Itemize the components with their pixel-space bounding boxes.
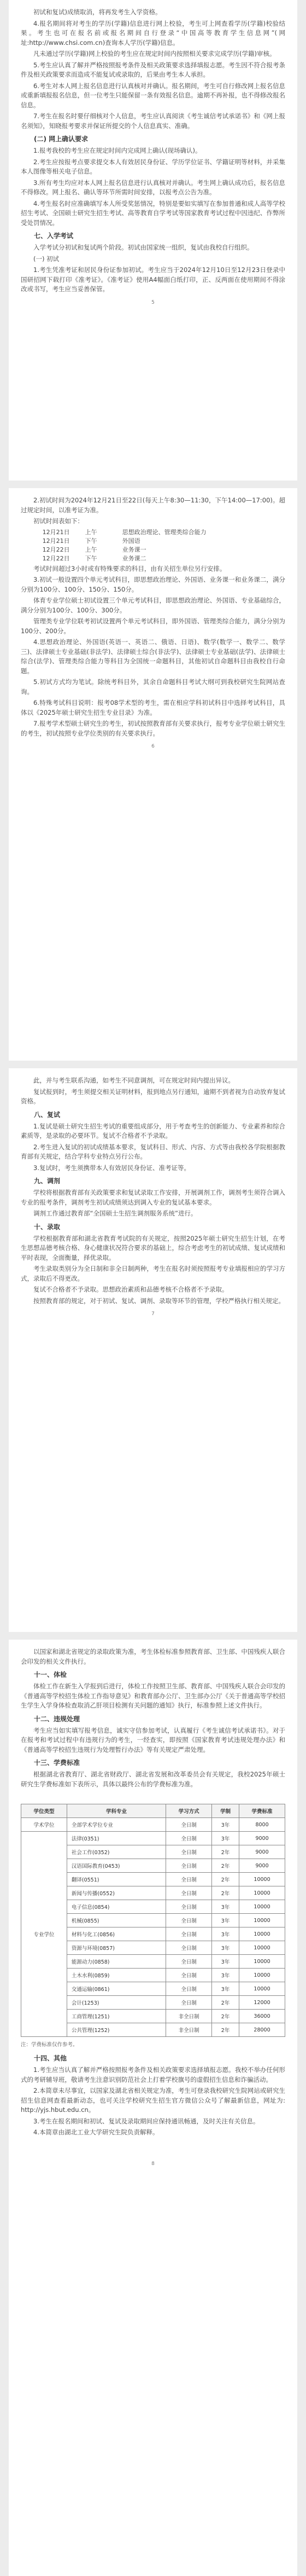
study-mode-cell: 全日制 xyxy=(166,1832,212,1845)
fee-cell: 9000 xyxy=(239,1845,285,1859)
major-cell: 新闻与传播(0552) xyxy=(67,1886,166,1900)
paragraph: 根据湖北省教育厅、湖北省财政厅、湖北省发展和改革委员会有关规定，我校2025年硕士研究生学费标准如下表所示，具体以最终公布的学费标准为准。 xyxy=(21,1770,285,1788)
paragraph: 管理类专业学位联考初试设置两个单元考试科目，即外国语、管理类综合能力，满分分别为100分、200分。 xyxy=(21,617,285,635)
study-mode-cell: 全日制 xyxy=(166,1859,212,1873)
major-cell: 机械(0855) xyxy=(67,1914,166,1927)
duration-cell: 2年 xyxy=(212,1859,239,1873)
major-cell: 材料与化工(0856) xyxy=(67,1927,166,1941)
paragraph: 凡未通过学历(学籍)网上校验的考生应在规定时间内按照相关要求完成学历(学籍)审核。 xyxy=(33,50,276,57)
paragraph: 考生录取类别分为全日制和非全日制两种，考生在报名时须按照报考专业填报相应的学习方式，录取后不得更改。 xyxy=(21,1265,285,1282)
major-cell: 电子信息(0854) xyxy=(67,1900,166,1914)
section-heading: 十三、学费标准 xyxy=(34,1759,80,1767)
paragraph: 6.考生对本人网上报名信息进行认真核对并确认。报名期间，考生可自行修改网上报名信息或重新填报报名信息，但一位考生只能保留一条有效报名信息。逾期不再补报，也不得修改报名信息。 xyxy=(21,82,285,109)
paragraph: 5.初试方式均为笔试。除统考科目外，其余自命题科目考试大纲可到我校研究生院网站查询。 xyxy=(21,678,285,696)
paragraph: 复试报到时，考生须提交相关证明材料，报到地点另行通知，逾期不到者视为自动放弃复试资格。 xyxy=(21,1087,285,1105)
table-row xyxy=(21,1832,285,1845)
paragraph: 4.考生报名时应准确填写本人所受奖惩情况，特别是要如实填写在参加普通和成人高等学校招生考试、全国硕士研究生招生考试、高等教育自学考试等国家教育考试过程中因违纪、作弊所受处罚情况。 xyxy=(21,199,285,227)
schedule-date: 12月22日 xyxy=(42,554,70,562)
paragraph: 1.报考我校的考生应在规定时间内完成网上确认(现场确认)。 xyxy=(33,147,202,154)
fee-cell: 10000 xyxy=(239,1982,285,1996)
major-cell: 工商管理(1251) xyxy=(67,2010,166,2023)
column-header: 学位类型 xyxy=(21,1804,67,1818)
duration-cell: 3年 xyxy=(212,1900,239,1914)
paragraph: 4.思想政治理论、外国语(英语一、英语二、俄语、日语)、数学(数学一、数学二、数学三)、法律硕士专业基础(非法学)、法律硕士综合(非法学)、法律硕士专业基础(法学)、法律硕士综合(法学)、管理类综合能力等科目为全国统一命题科目，其他初试自命题科目由我校自行命题。 xyxy=(21,638,285,675)
schedule-time: 上午 xyxy=(85,546,97,553)
paragraph: 3.所有考生均应对本人网上报名信息进行认真核对并确认。考生网上确认成功后，报名信息不得修改。网上报名、确认等环节所需时间安排，以报考点公告为准。 xyxy=(21,178,285,196)
column-header: 学科专业 xyxy=(67,1804,166,1818)
paragraph: 以国家和湖北省规定的录取政策为准，考生体检标准参照教育部、卫生部、中国残疾人联合会印发的相关文件执行。 xyxy=(21,1648,285,1665)
study-mode-cell: 全日制 xyxy=(166,1900,212,1914)
tuition-table-body xyxy=(21,1818,285,2037)
table-note: 注：学费标准仅作参考。 xyxy=(21,2042,78,2048)
fee-cell: 36000 xyxy=(239,2010,285,2023)
column-header: 学习方式 xyxy=(166,1804,212,1818)
section-heading: 七、入学考试 xyxy=(34,232,74,240)
fee-cell: 10000 xyxy=(239,1969,285,1982)
paragraph: 按照教育部的规定，对于初试、复试、调剂、录取等环节的管理，学校严格执行相关规定。 xyxy=(33,1296,285,1305)
page-number: 5 xyxy=(151,299,155,305)
duration-cell: 3年 xyxy=(212,1927,239,1941)
major-cell: 翻译(0551) xyxy=(67,1873,166,1886)
major-cell: 能源动力(0858) xyxy=(67,1955,166,1969)
paragraph: 1.考生凭准考证和居民身份证参加初试。考生应当于2024年12月10日至12月23日登录中国研招网下载打印《准考证》。《准考证》使用A4幅面白纸打印，正、反两面在使用期间不得涂改或书写，考生应当妥善保管。 xyxy=(21,266,285,293)
column-header: 学制 xyxy=(212,1804,239,1818)
duration-cell: 3年 xyxy=(212,1955,239,1969)
paragraph: 1.考生应当认真了解并严格按照报考条件及相关政策要求选择填报志愿。我校不举办任何形式的考研辅导班，敬请考生注意识别防范社会上打着学校旗号的虚假招生信息和诈骗活动。 xyxy=(21,2066,285,2083)
study-mode-cell: 全日制 xyxy=(166,1927,212,1941)
major-cell: 土木水利(0859) xyxy=(67,1969,166,1982)
document-page-2 xyxy=(9,488,297,1061)
degree-type-cell: 学术学位 xyxy=(21,1818,67,1832)
study-mode-cell: 全日制 xyxy=(166,1955,212,1969)
fee-cell: 10000 xyxy=(239,1914,285,1927)
paragraph: 2.考生应按报考点要求提交本人有效居民身份证、学历学位证书、学籍证明等材料，并采集本人图像等相关电子信息。 xyxy=(21,158,285,175)
major-cell: 汉语国际教育(0453) xyxy=(67,1859,166,1873)
duration-cell: 3年 xyxy=(212,1941,239,1955)
schedule-date: 12月22日 xyxy=(42,546,70,553)
document-page-3 xyxy=(9,1068,297,1632)
schedule-time: 下午 xyxy=(85,554,97,562)
paragraph: 学校根据教育部和湖北省教育考试院的有关规定，按照2025年硕士研究生招生计划，在考生思想品德考核合格、身心健康状况符合要求的基础上，综合考虑考生的初试成绩、复试成绩和平时表现，全面衡量，择优录取。 xyxy=(21,1234,285,1261)
paragraph: 初试时间表如下： xyxy=(33,517,84,525)
section-heading: 十一、体检 xyxy=(34,1671,67,1678)
document-page-4 xyxy=(9,1640,297,2576)
fee-cell: 8000 xyxy=(239,1818,285,1832)
exam-schedule xyxy=(43,528,285,563)
paragraph: 2.初试时间为2024年12月21日至22日(每天上午8:30—11:30，下午14:00—17:00)。超过规定时间，以准考证为准。 xyxy=(21,496,285,514)
schedule-subject: 业务课一 xyxy=(122,546,146,553)
page-number: 6 xyxy=(151,744,155,749)
fee-cell: 10000 xyxy=(239,1955,285,1969)
fee-cell: 9000 xyxy=(239,1832,285,1845)
paragraph: 体检工作在新生入学报到后进行，体检工作按照卫生部、教育部、中国残疾人联合会印发的《普通高等学校招生体检工作指导意见》和教育部办公厅、卫生部办公厅《关于普通高等学校招生学生入学身体检查取消乙肝项目检测有关问题的通知》执行，标准参照上述文件执行。 xyxy=(21,1682,285,1709)
fee-cell: 10000 xyxy=(239,1873,285,1886)
paragraph: 体育专业学位硕士初试设置三个单元考试科目，即思想政治理论、外国语、专业基础综合，满分分别为100分、100分、300分。 xyxy=(21,597,285,614)
paragraph: 考生应当如实填写报考信息，诚实守信参加考试，认真履行《考生诚信考试承诺书》。对于在报考和考试过程中有违规行为的考生，一经查实，即按照《国家教育考试违规处理办法》和《普通高等学校招生违规行为处理暂行办法》等有关规定严肃处理。 xyxy=(21,1726,285,1753)
schedule-row xyxy=(43,554,285,563)
study-mode-cell: 非全日制 xyxy=(166,2023,212,2037)
paragraph: 此，并与考生联系沟通，如考生不同意调剂，可在规定时间内提出异议。 xyxy=(33,1076,234,1084)
fee-cell: 12000 xyxy=(239,1996,285,2010)
schedule-time: 下午 xyxy=(85,537,97,545)
paragraph: 1.复试是硕士研究生招生考试的重要组成部分，用于考查考生的创新能力、专业素养和综合素质等，是录取的必要环节。复试不合格者不予录取。 xyxy=(21,1122,285,1139)
study-mode-cell: 非全日制 xyxy=(166,2010,212,2023)
study-mode-cell: 全日制 xyxy=(166,1914,212,1927)
tuition-table xyxy=(21,1804,285,2037)
study-mode-cell: 全日制 xyxy=(166,1969,212,1982)
paragraph: 学校将根据教育部有关政策要求和复试录取工作安排，开展调剂工作，调剂考生须符合调入专业的报考条件，调剂考生初试成绩须达到调入专业的复试基本要求。 xyxy=(21,1189,285,1206)
major-cell: 交通运输(0861) xyxy=(67,1982,166,1996)
study-mode-cell: 全日制 xyxy=(166,1996,212,2010)
page-number: 7 xyxy=(151,1311,155,1317)
major-cell: 社会工作(0352) xyxy=(67,1845,166,1859)
section-heading: 八、复试 xyxy=(34,1110,61,1119)
duration-cell: 2年 xyxy=(212,1845,239,1859)
paragraph: 3.初试一般设置四个单元考试科目，即思想政治理论、外国语、业务课一和业务课二，满分分别为100分、100分、150分、150分。 xyxy=(21,576,285,593)
schedule-subject: 思想政治理论、管理类综合能力 xyxy=(122,528,207,536)
major-cell: 法律(0351) xyxy=(67,1832,166,1845)
duration-cell: 2年 xyxy=(212,1886,239,1900)
duration-cell: 2年 xyxy=(212,1996,239,2010)
major-cell: 资源与环境(0857) xyxy=(67,1941,166,1955)
schedule-row xyxy=(43,537,285,546)
fee-cell: 28000 xyxy=(239,2023,285,2037)
degree-type-cell: 专业学位 xyxy=(21,1832,67,2037)
paragraph: 2.考生进入复试的初试成绩基本要求，复试科目、形式、内容、方式等由我校各学院根据教育部有关规定，结合学科专业特点另行公布。 xyxy=(21,1143,285,1160)
study-mode-cell: 全日制 xyxy=(166,1818,212,1832)
duration-cell: 2年 xyxy=(212,2023,239,2037)
section-heading: 十、录取 xyxy=(34,1223,61,1231)
fee-cell: 10000 xyxy=(239,1886,285,1900)
schedule-time: 上午 xyxy=(85,528,97,536)
study-mode-cell: 全日制 xyxy=(166,1886,212,1900)
duration-cell: 3年 xyxy=(212,1982,239,1996)
study-mode-cell: 全日制 xyxy=(166,1845,212,1859)
document-page-1 xyxy=(9,0,297,481)
paragraph: 考试时间超过3小时或有特殊要求的科目，由有关招生单位另行安排。 xyxy=(33,564,226,572)
paragraph: 初试和复试)成绩取消，将再发考生入学资格。 xyxy=(33,8,162,16)
section-heading: 十四、其他 xyxy=(34,2054,67,2062)
paragraph: 3.复试时，考生须携带本人有效居民身份证、准考证等。 xyxy=(33,1163,190,1172)
paragraph: 2.本简章未尽事宜，以国家及湖北省相关规定为准，考生可登录我校研究生院网站或研究生招生信息网查看最新动态，也可关注学校研究生招生官方微信公众号了解最新信息，网址为: http://yjs.hbut.edu.cn。 xyxy=(21,2087,285,2114)
duration-cell: 2年 xyxy=(212,2010,239,2023)
section-heading: 十二、违规处理 xyxy=(34,1715,80,1723)
duration-cell: 3年 xyxy=(212,1914,239,1927)
column-header: 学费标准 xyxy=(239,1804,285,1818)
duration-cell: 3年 xyxy=(212,1818,239,1832)
fee-cell: 10000 xyxy=(239,1941,285,1955)
paragraph: (一) 初试 xyxy=(33,254,60,263)
paragraph: 复试不合格者不予录取。思想政治素质和品德考核不合格者不予录取。 xyxy=(33,1286,228,1293)
fee-cell: 9000 xyxy=(239,1859,285,1873)
major-cell: 公共管理(1252) xyxy=(67,2023,166,2037)
schedule-row xyxy=(43,528,285,537)
duration-cell: 3年 xyxy=(212,1832,239,1845)
table-row xyxy=(21,1818,285,1832)
section-heading: (二) 网上确认要求 xyxy=(34,135,89,143)
duration-cell: 2年 xyxy=(212,1873,239,1886)
paragraph: 7.考生在报名时要仔细核对个人信息，考生应认真阅读《考生诚信考试承诺书》和《网上报名须知》，知晓报考要求并保证所提交的个人信息真实、准确。 xyxy=(21,112,285,130)
duration-cell: 3年 xyxy=(212,1969,239,1982)
major-cell: 全部学术学位专业 xyxy=(67,1818,166,1832)
paragraph: 入学考试分初试和复试两个阶段。初试由国家统一组织，复试由我校自行组织。 xyxy=(33,244,254,251)
study-mode-cell: 全日制 xyxy=(166,1941,212,1955)
major-cell: 会计(1253) xyxy=(67,1996,166,2010)
schedule-date: 12月21日 xyxy=(42,537,70,545)
study-mode-cell: 全日制 xyxy=(166,1982,212,1996)
section-heading: 九、调剂 xyxy=(34,1177,61,1185)
schedule-row xyxy=(43,546,285,554)
paragraph: 6.特殊考试科目说明：报考08学术型的考生，需在相应学科初试科目中选择考试科目，具体以《2025年硕士研究生招生专业目录》为准。 xyxy=(21,699,285,716)
paragraph: 7.报考学术型硕士研究生的考生，初试按照教育部有关要求执行，报考专业学位硕士研究生的考生，初试按照专业学位类别的有关要求执行。 xyxy=(21,720,285,737)
schedule-subject: 业务课二 xyxy=(122,554,146,562)
paragraph: 4.本简章由湖北工业大学研究生院负责解释。 xyxy=(33,2128,159,2136)
paragraph: 5.考生应认真了解并严格按照报考条件及相关政策要求选择填报志愿。考生因不符合报考条件及相关政策要求而造成不能复试或录取的，后果由考生本人承担。 xyxy=(21,61,285,78)
schedule-date: 12月21日 xyxy=(42,528,70,536)
schedule-subject: 外国语 xyxy=(122,537,140,545)
fee-cell: 10000 xyxy=(239,1927,285,1941)
page-number: 8 xyxy=(151,2161,155,2167)
paragraph: 3.考生在报名期间和初试、复试及录取期间应保持通讯畅通，及时关注有关信息。 xyxy=(33,2117,260,2125)
table-header-row xyxy=(21,1804,285,1818)
paragraph: 调剂工作通过教育部“全国硕士生招生调剂服务系统”进行。 xyxy=(33,1209,197,1217)
fee-cell: 10000 xyxy=(239,1900,285,1914)
study-mode-cell: 全日制 xyxy=(166,1873,212,1886)
paragraph: 4.报名期间将对考生的学历(学籍)信息进行网上校验，考生可上网查看学历(学籍)校验结果。考生也可在报名前或报名期间自行登录“中国高等教育学生信息网”(网址:http://www.chsi.com.cn)查询本人学历(学籍)信息。 xyxy=(21,19,285,47)
